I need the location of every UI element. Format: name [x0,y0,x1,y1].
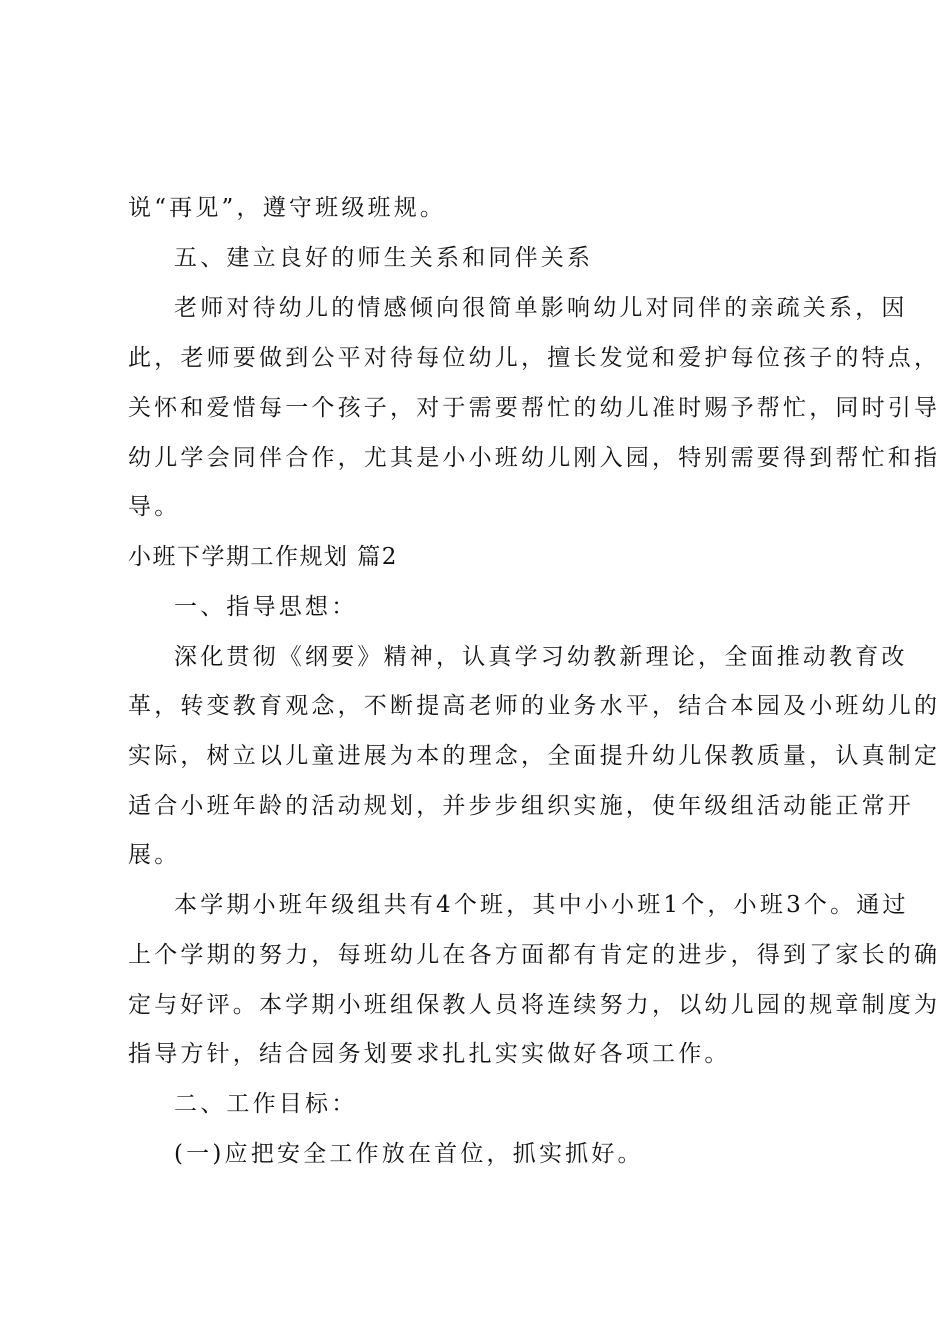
paragraph-line: 老师对待幼儿的情感倾向很简单影响幼儿对同伴的亲疏关系，因 [174,295,908,321]
section-heading: 五、建立良好的师生关系和同伴关系 [174,245,594,271]
section-heading: 一、指导思想： [174,594,358,620]
paragraph-line: 本学期小班年级组共有4个班，其中小小班1个，小班3个。通过 [174,892,909,918]
paragraph-line: 适合小班年龄的活动规划，并步步组织实施，使年级组活动能正常开 [128,793,914,819]
paragraph-line: 导。 [128,494,181,520]
article-title: 小班下学期工作规划 篇2 [128,544,398,570]
paragraph-line: 定与好评。本学期小班组保教人员将连续努力，以幼儿园的规章制度为 [128,992,941,1018]
paragraph-line: 关怀和爱惜每一个孩子，对于需要帮忙的幼儿准时赐予帮忙，同时引导 [128,395,941,421]
paragraph-line: 此，老师要做到公平对待每位幼儿，擅长发觉和爱护每位孩子的特点， [128,345,941,371]
paragraph-line: 说“再见”，遵守班级班规。 [128,195,447,221]
paragraph-line: 展。 [128,842,181,868]
paragraph-line: 幼儿学会同伴合作，尤其是小小班幼儿刚入园，特别需要得到帮忙和指 [128,445,941,471]
paragraph-line: 实际，树立以儿童进展为本的理念，全面提升幼儿保教质量，认真制定 [128,743,941,769]
paragraph-line: 革，转变教育观念，不断提高老师的业务水平，结合本园及小班幼儿的 [128,693,941,719]
paragraph-line: (一)应把安全工作放在首位，抓实抓好。 [174,1141,644,1167]
paragraph-line: 指导方针，结合园务划要求扎扎实实做好各项工作。 [128,1041,731,1067]
section-heading: 二、工作目标： [174,1091,358,1117]
paragraph-line: 上个学期的努力，每班幼儿在各方面都有肯定的进步，得到了家长的确 [128,942,941,968]
paragraph-line: 深化贯彻《纲要》精神，认真学习幼教新理论，全面推动教育改 [174,644,908,670]
